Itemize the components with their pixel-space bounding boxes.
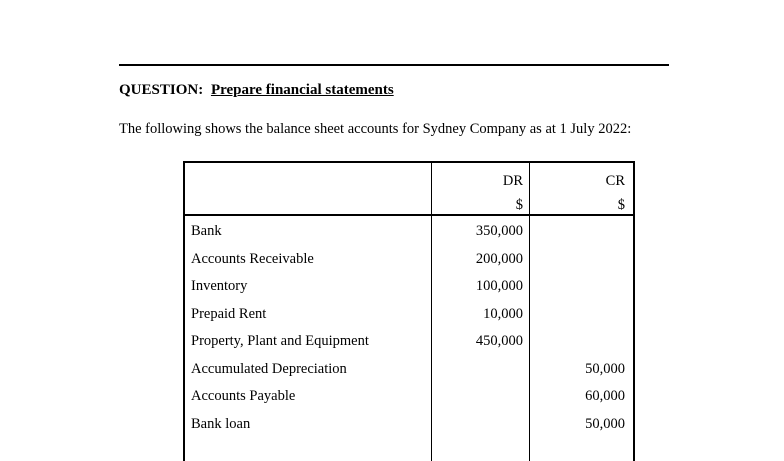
table-row bbox=[185, 301, 633, 329]
dr-amount: 200,000 bbox=[475, 250, 523, 267]
account-name: Prepaid Rent bbox=[191, 305, 267, 322]
account-name: Inventory bbox=[191, 278, 248, 294]
cr-column-header: CR bbox=[605, 173, 625, 189]
account-name: Accounts Receivable bbox=[191, 250, 314, 267]
intro-paragraph: The following shows the balance sheet accounts for Sydney Company as at 1 July 2022: bbox=[119, 121, 632, 137]
dr-currency-label: $ bbox=[515, 197, 523, 213]
cr-amount: 50,000 bbox=[585, 360, 625, 377]
account-name: Accounts Payable bbox=[191, 388, 296, 404]
question-title: Prepare financial statements bbox=[210, 82, 394, 98]
account-name: Accumulated Depreciation bbox=[191, 360, 347, 377]
dr-amount: 10,000 bbox=[483, 305, 523, 322]
account-name: Bank loan bbox=[191, 415, 251, 432]
header-divider bbox=[185, 214, 633, 216]
table-row bbox=[185, 273, 633, 301]
dr-amount: 450,000 bbox=[475, 333, 523, 349]
account-name: Property, Plant and Equipment bbox=[191, 333, 369, 349]
question-heading bbox=[119, 82, 394, 99]
dr-column-header: DR bbox=[502, 173, 523, 189]
table-row bbox=[185, 218, 633, 246]
table-row bbox=[185, 246, 633, 274]
dr-amount: 350,000 bbox=[475, 223, 523, 239]
cr-amount: 60,000 bbox=[585, 388, 625, 404]
dr-amount: 100,000 bbox=[475, 278, 523, 294]
account-name: Bank bbox=[191, 223, 222, 239]
table-row bbox=[185, 411, 633, 439]
table-row bbox=[185, 383, 633, 411]
balance-sheet-table bbox=[183, 161, 635, 461]
table-row bbox=[185, 328, 633, 356]
cr-currency-label: $ bbox=[617, 197, 625, 213]
top-rule bbox=[119, 64, 669, 66]
question-label: QUESTION: bbox=[119, 82, 204, 98]
cr-amount: 50,000 bbox=[585, 415, 625, 432]
table-row bbox=[185, 356, 633, 384]
